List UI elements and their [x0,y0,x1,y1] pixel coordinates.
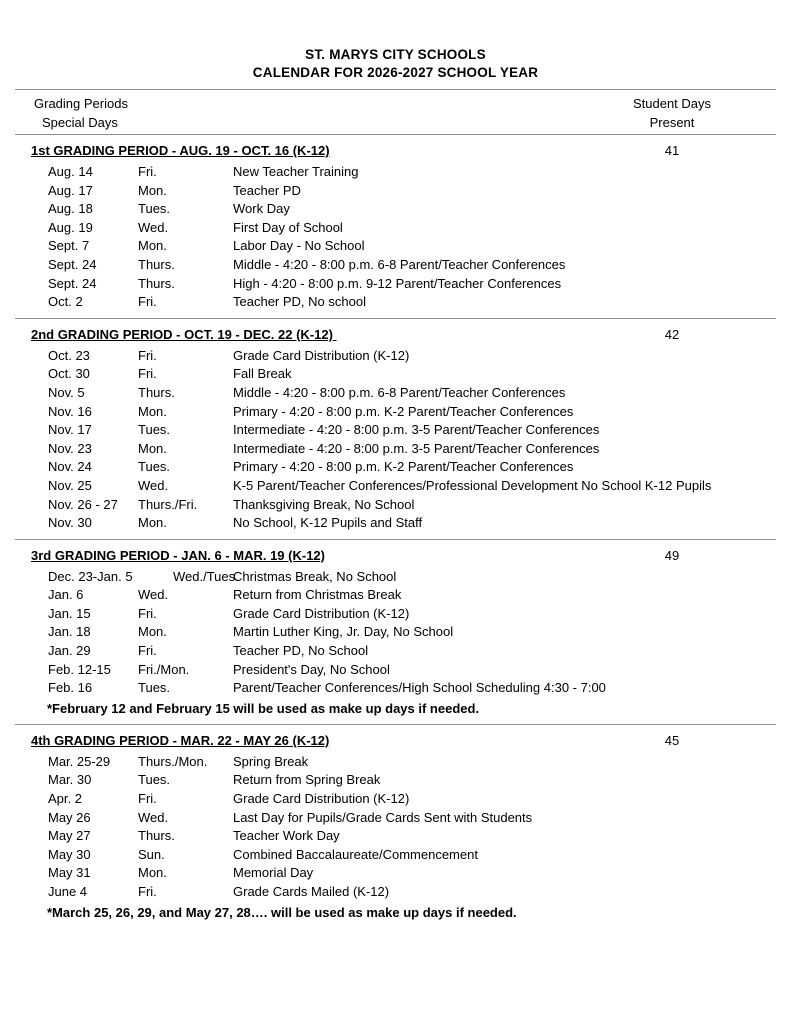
calendar-row-description: Work Day [233,201,290,217]
calendar-row-weekday: Mon. [138,403,167,419]
calendar-row-date: Oct. 2 [48,294,83,310]
calendar-row-description: Primary - 4:20 - 8:00 p.m. K-2 Parent/Teacher Conferences [233,459,574,475]
calendar-row [15,403,776,422]
calendar-row-description: Grade Card Distribution (K-12) [233,791,410,807]
calendar-row-description: Return from Christmas Break [233,587,402,603]
calendar-row-description: Primary - 4:20 - 8:00 p.m. K-2 Parent/Teacher Conferences [233,403,574,419]
calendar-row-date: Aug. 14 [48,164,93,179]
calendar-row-date: May 26 [48,809,91,825]
calendar-row [15,771,776,790]
calendar-row [15,661,776,680]
calendar-row-description: Memorial Day [233,865,314,881]
calendar-row [15,514,776,533]
calendar-row [15,883,776,902]
calendar-row-date: Jan. 6 [48,587,84,603]
calendar-row-date: Sept. 24 [48,275,97,291]
column-header-left [34,94,128,132]
calendar-row-description: Teacher PD [233,182,301,198]
calendar-row-weekday: Wed. [138,219,169,235]
calendar-row-weekday: Mon. [138,515,167,531]
calendar-row-weekday: Fri. [138,643,157,659]
calendar-row-description: Thanksgiving Break, No School [233,496,415,512]
calendar-row-weekday: Fri. [138,366,157,382]
calendar-row-description: Return from Spring Break [233,772,381,788]
calendar-row-weekday: Wed. [138,587,169,603]
calendar-row-description: President's Day, No School [233,661,390,677]
calendar-row-description: Combined Baccalaureate/Commencement [233,846,478,862]
calendar-row-description: Teacher PD, No school [233,294,366,310]
calendar-row-weekday: Tues. [138,422,171,438]
calendar-row [15,256,776,275]
calendar-row [15,753,776,772]
calendar-row [15,440,776,459]
calendar-row-date: Feb. 16 [48,680,93,696]
calendar-row-date: May 31 [48,865,91,881]
calendar-row-date: Nov. 26 - 27 [48,496,118,512]
calendar-row [15,163,776,182]
calendar-row-description: Middle - 4:20 - 8:00 p.m. 6-8 Parent/Teacher Conferences [233,256,566,272]
document-title-line-2: CALENDAR FOR 2026-2027 SCHOOL YEAR [252,65,539,80]
grading-period-rows [15,163,776,312]
document-title-block [15,0,776,82]
calendar-row [15,275,776,294]
calendar-row-weekday: Thurs. [138,275,175,291]
column-header-special-days: Special Days [42,115,118,130]
calendar-row-date: Nov. 24 [48,459,92,475]
calendar-row [15,642,776,661]
grading-period-student-days: 45 [664,732,680,748]
calendar-row [15,496,776,515]
calendar-row [15,293,776,312]
calendar-row-date: Sept. 24 [48,256,97,272]
calendar-row-weekday: Fri./Mon. [138,661,190,677]
calendar-row [15,864,776,883]
calendar-row [15,458,776,477]
calendar-row-description: Grade Cards Mailed (K-12) [233,884,390,899]
calendar-row-weekday: Wed./Tues. [173,568,239,584]
calendar-row-date: Jan. 29 [48,643,91,659]
grading-period-title: 2nd GRADING PERIOD - OCT. 19 - DEC. 22 (K-12) [31,326,337,342]
grading-period-note: *March 25, 26, 29, and May 27, 28…. will be used as make up days if needed. [47,904,517,920]
calendar-row-date: Nov. 5 [48,384,85,400]
calendar-row-description: Teacher Work Day [233,828,340,844]
calendar-row-description: Parent/Teacher Conferences/High School Scheduling 4:30 - 7:00 [233,680,606,696]
calendar-row [15,809,776,828]
calendar-row-date: Jan. 15 [48,605,91,621]
calendar-row-description: Last Day for Pupils/Grade Cards Sent with Students [233,809,533,825]
calendar-row-weekday: Tues. [138,201,171,217]
calendar-row-weekday: Tues. [138,772,171,788]
grading-period-block [15,319,776,539]
calendar-row-weekday: Tues. [138,459,171,475]
grading-period-student-days: 49 [664,547,680,563]
calendar-row [15,347,776,366]
grading-period-title: 3rd GRADING PERIOD - JAN. 6 - MAR. 19 (K-12) [31,547,325,563]
grading-period-title: 1st GRADING PERIOD - AUG. 19 - OCT. 16 (K-12) [31,143,330,158]
grading-period-header-row [15,142,776,161]
calendar-row-date: Apr. 2 [48,791,82,807]
calendar-row-description: Martin Luther King, Jr. Day, No School [233,624,454,640]
calendar-row-weekday: Mon. [138,182,167,198]
calendar-row-date: June 4 [48,884,88,899]
calendar-row-description: Teacher PD, No School [233,643,369,659]
grading-period-block [15,135,776,318]
calendar-row-weekday: Fri. [138,164,157,179]
calendar-row-date: May 30 [48,846,91,862]
calendar-row [15,182,776,201]
calendar-row-date: Mar. 30 [48,772,92,788]
calendar-row-date: Aug. 17 [48,182,93,198]
grading-period-header-row [15,732,776,751]
calendar-row-date: Nov. 17 [48,422,92,438]
calendar-row-date: Nov. 30 [48,515,92,531]
calendar-row-date: Feb. 12-15 [48,661,111,677]
calendar-row-weekday: Mon. [138,440,167,456]
grading-period-student-days: 42 [664,326,680,342]
calendar-row-weekday: Fri. [138,294,157,310]
calendar-row [15,679,776,698]
calendar-row-description: High - 4:20 - 8:00 p.m. 9-12 Parent/Teacher Conferences [233,275,562,291]
calendar-row-weekday: Thurs. [138,256,175,272]
calendar-row-description: Labor Day - No School [233,238,365,254]
calendar-row [15,421,776,440]
document-title-line-1: ST. MARYS CITY SCHOOLS [305,47,486,62]
calendar-row-date: Nov. 16 [48,403,92,419]
grading-period-title: 4th GRADING PERIOD - MAR. 22 - MAY 26 (K-12) [31,732,330,748]
calendar-row [15,790,776,809]
grading-period-rows [15,753,776,902]
grading-period-header-row [15,547,776,566]
column-header-row [15,90,776,134]
calendar-row-date: Aug. 19 [48,219,93,235]
calendar-row [15,477,776,496]
calendar-row-description: Intermediate - 4:20 - 8:00 p.m. 3-5 Parent/Teacher Conferences [233,440,600,456]
calendar-row-date: Aug. 18 [48,201,93,217]
calendar-row-weekday: Thurs. [138,384,175,400]
calendar-row-description: Grade Card Distribution (K-12) [233,347,410,363]
calendar-row [15,568,776,587]
calendar-row-description: Grade Card Distribution (K-12) [233,605,410,621]
calendar-row-date: Oct. 30 [48,366,90,382]
calendar-row-weekday: Wed. [138,809,169,825]
calendar-row-weekday: Fri. [138,884,157,899]
calendar-row-weekday: Wed. [138,477,169,493]
calendar-row-weekday: Tues. [138,680,171,696]
calendar-row-date: Oct. 23 [48,347,90,363]
calendar-row [15,365,776,384]
calendar-row-weekday: Mon. [138,238,167,254]
calendar-row-weekday: Fri. [138,605,157,621]
grading-period-block [15,540,776,724]
calendar-row-date: Nov. 25 [48,477,92,493]
calendar-row-weekday: Mon. [138,624,167,640]
calendar-row [15,200,776,219]
calendar-row [15,623,776,642]
calendar-row [15,219,776,238]
calendar-row-description: New Teacher Training [233,164,359,179]
calendar-row [15,827,776,846]
calendar-row [15,237,776,256]
calendar-row-description: Middle - 4:20 - 8:00 p.m. 6-8 Parent/Teacher Conferences [233,384,566,400]
column-header-present: Present [649,115,695,130]
grading-period-rows [15,347,776,533]
grading-period-block [15,725,776,928]
calendar-row-description: Christmas Break, No School [233,568,397,584]
calendar-row-description: First Day of School [233,219,343,235]
calendar-row-weekday: Thurs./Fri. [138,496,198,512]
column-header-grading-periods: Grading Periods [34,96,128,111]
grading-period-header-row [15,326,776,345]
grading-period-note: *February 12 and February 15 will be used as make up days if needed. [47,700,480,716]
calendar-row [15,605,776,624]
calendar-row-date: Sept. 7 [48,238,90,254]
grading-periods-container [15,135,776,928]
calendar-row-description: No School, K-12 Pupils and Staff [233,515,423,531]
grading-period-rows [15,568,776,698]
calendar-row-date: May 27 [48,828,91,844]
calendar-row-date: Dec. 23-Jan. 5 [48,568,133,584]
calendar-row-date: Jan. 18 [48,624,91,640]
calendar-row-weekday: Fri. [138,347,157,363]
grading-period-student-days: 41 [664,143,680,158]
calendar-row-weekday: Fri. [138,791,157,807]
calendar-row [15,586,776,605]
calendar-row-weekday: Thurs. [138,828,175,844]
calendar-row-description: Fall Break [233,366,292,382]
column-header-right [612,94,732,132]
calendar-row-weekday: Thurs./Mon. [138,753,208,769]
column-header-student-days: Student Days [632,96,712,111]
calendar-row-weekday: Mon. [138,865,167,881]
calendar-row [15,384,776,403]
calendar-row-date: Mar. 25-29 [48,753,111,769]
calendar-row-weekday: Sun. [138,846,165,862]
calendar-row-description: Intermediate - 4:20 - 8:00 p.m. 3-5 Parent/Teacher Conferences [233,422,600,438]
calendar-row [15,846,776,865]
calendar-row-description: K-5 Parent/Teacher Conferences/Professional Development No School K-12 Pupils [233,477,712,493]
calendar-row-description: Spring Break [233,753,309,769]
calendar-row-date: Nov. 23 [48,440,92,456]
